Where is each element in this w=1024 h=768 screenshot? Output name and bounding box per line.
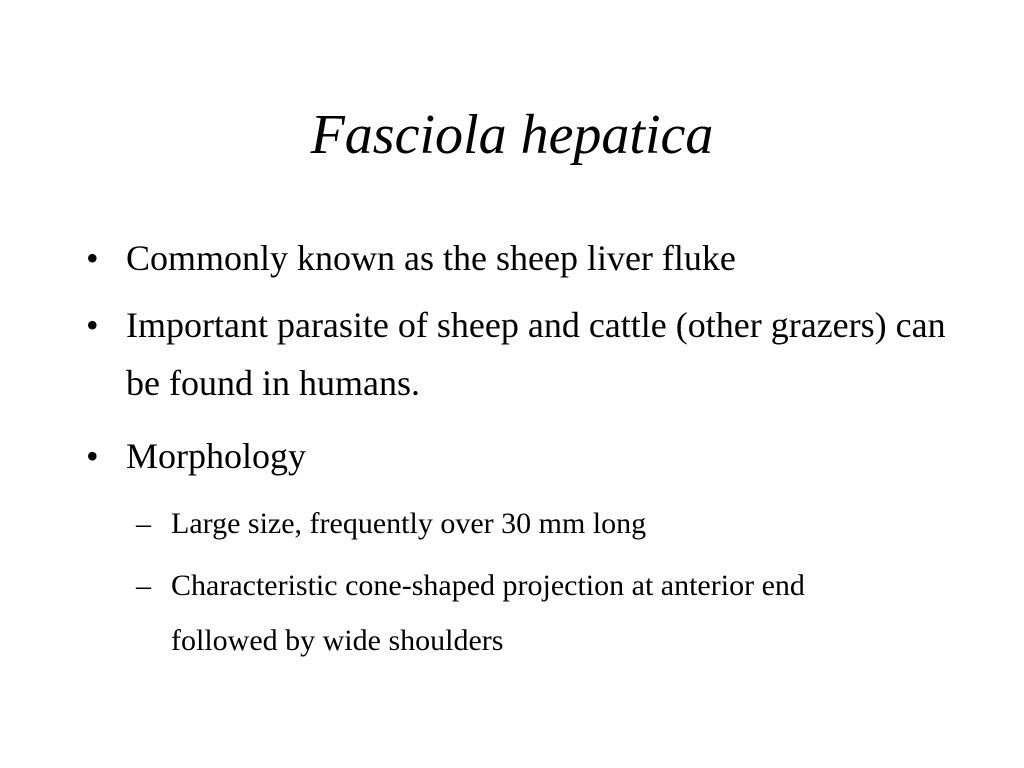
sub-bullet-text: Characteristic cone-shaped projection at anterior end followed by wide shoulders	[171, 569, 805, 657]
sub-bullet-text: Large size, frequently over 30 mm long	[171, 507, 647, 540]
bullet-marker: •	[86, 436, 99, 476]
bullet-text: Morphology	[126, 436, 306, 476]
bullet-marker: •	[86, 238, 99, 278]
bullet-text: Commonly known as the sheep liver fluke	[126, 238, 736, 278]
bullet-text: Important parasite of sheep and cattle (other grazers) can be found in humans.	[126, 305, 946, 403]
sub-bullet-marker: –	[136, 569, 151, 602]
slide-title: Fasciola hepatica	[310, 104, 714, 166]
bullet-marker: •	[86, 305, 99, 345]
sub-bullet-marker: –	[136, 507, 151, 540]
